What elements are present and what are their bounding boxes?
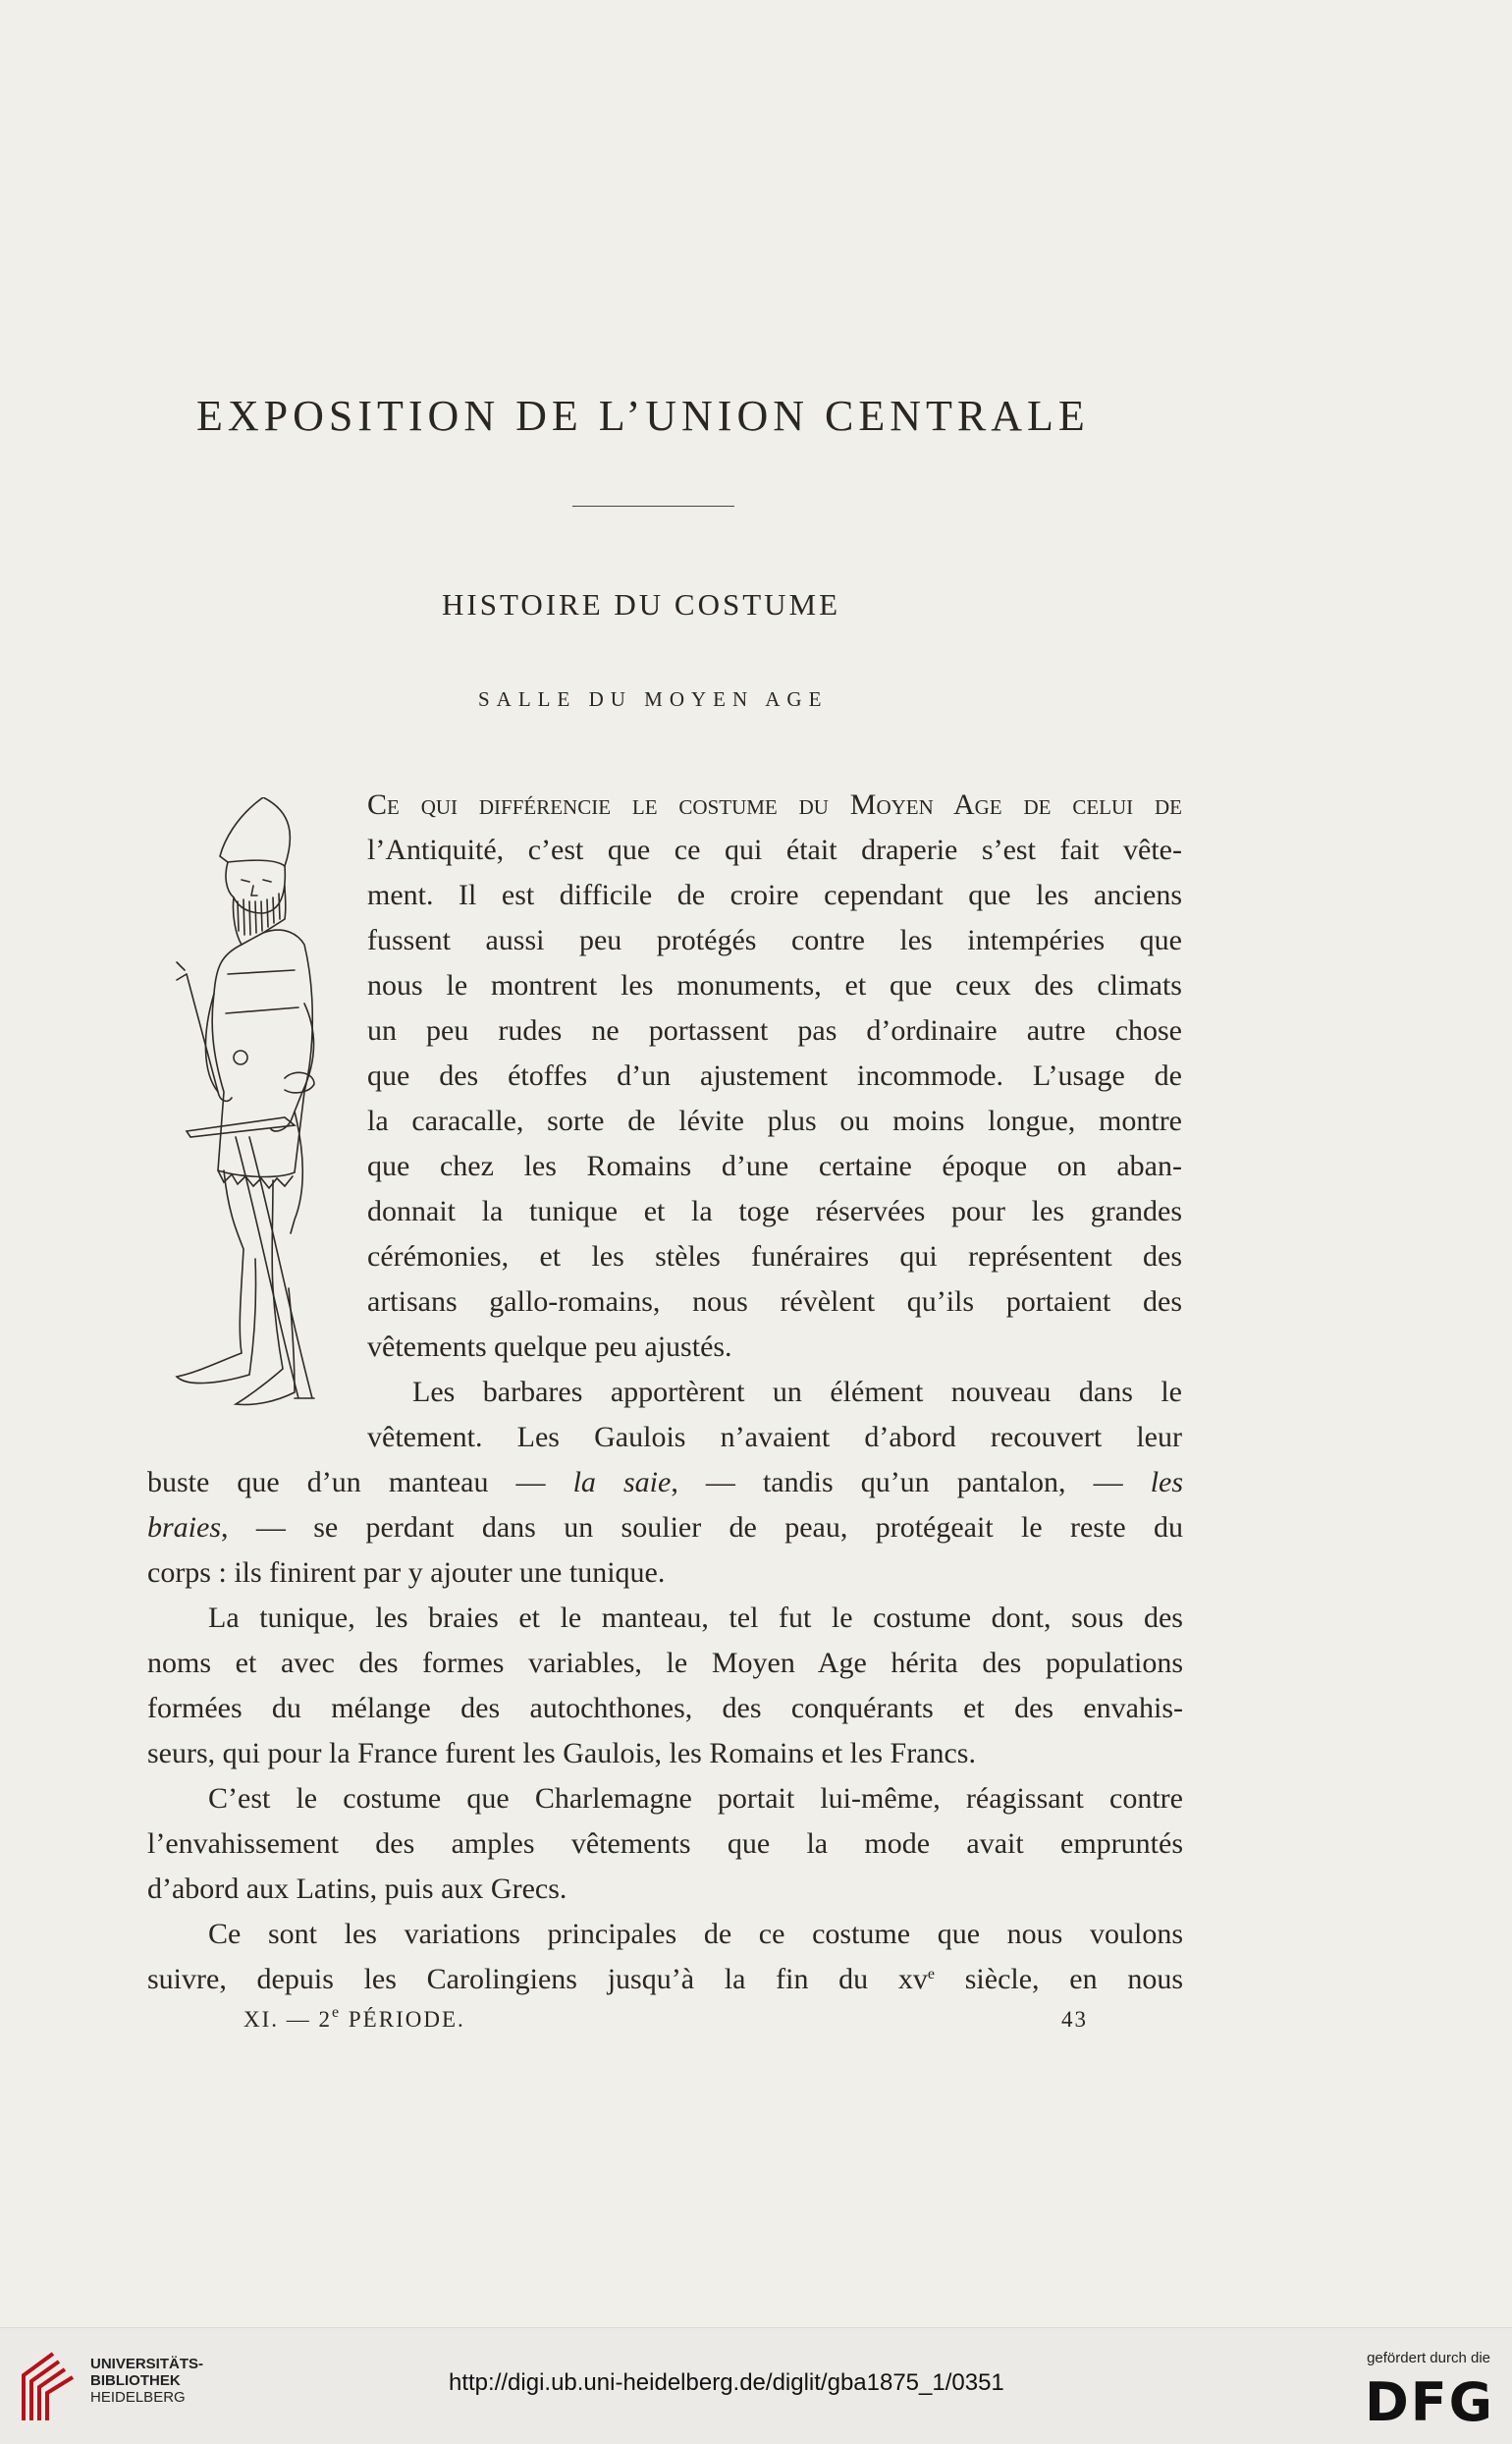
library-name: UNIVERSITÄTS- BIBLIOTHEK HEIDELBERG xyxy=(90,2356,204,2406)
text-line: fussent aussi peu protégés contre les intempéries que xyxy=(367,924,1182,956)
text-line: Les barbares apportèrent un élément nouveau dans le xyxy=(412,1376,1182,1408)
title-rule xyxy=(572,506,734,507)
text-line xyxy=(147,1960,1183,1999)
text-line: noms et avec des formes variables, le Moyen Age hérita des populations xyxy=(147,1647,1183,1679)
drop-cap: Ce qui différencie le costume du Moyen Age de celui de xyxy=(367,788,1182,821)
text-line: nous le montrent les monuments, et que ceux des climats xyxy=(367,969,1182,1002)
text-line: cérémonies, et les stèles funéraires qui représentent des xyxy=(367,1240,1182,1273)
page-footer xyxy=(243,2004,1088,2037)
text-line: donnait la tunique et la toge réservées pour les grandes xyxy=(367,1195,1182,1227)
text-line: l’Antiquité, c’est que ce qui était draperie s’est fait vête- xyxy=(367,834,1182,866)
library-banner xyxy=(0,2327,1512,2444)
text-line: C’est le costume que Charlemagne portait lui-même, réagissant contre xyxy=(208,1782,1183,1815)
text-line: d’abord aux Latins, puis aux Grecs. xyxy=(147,1873,567,1905)
text-fragment: siècle, en nous xyxy=(935,1963,1183,1995)
text-line: l’envahissement des amples vêtements que la mode avait empruntés xyxy=(147,1827,1183,1860)
text-line: vêtement. Les Gaulois n’avaient d’abord recouvert leur xyxy=(367,1421,1182,1453)
text-line: artisans gallo-romains, nous révèlent qu’ils portaient des xyxy=(367,1285,1182,1318)
section-heading: SALLE DU MOYEN AGE xyxy=(478,687,829,711)
text-line: braies, — se perdant dans un soulier de peau, protégeait le reste du xyxy=(147,1511,1183,1544)
page-number: 43 xyxy=(1061,2007,1088,2032)
superscript: e xyxy=(927,1966,936,1982)
text-line: corps : ils finirent par y ajouter une tunique. xyxy=(147,1556,666,1589)
dfg-logo[interactable]: DFG xyxy=(1364,2371,1494,2433)
text-line: La tunique, les braies et le manteau, tel fut le costume dont, sous des xyxy=(208,1602,1183,1634)
text-line: que des étoffes d’un ajustement incommode. L’usage de xyxy=(367,1059,1182,1092)
volume-label: XI. — 2e PÉRIODE. xyxy=(243,2004,465,2032)
text-line xyxy=(367,786,1182,825)
text-line: Ce sont les variations principales de ce costume que nous voulons xyxy=(208,1918,1183,1950)
medieval-knight-illustration xyxy=(147,797,344,1426)
university-library-logo-icon[interactable] xyxy=(14,2346,84,2426)
text-line: que chez les Romains d’une certaine époque on aban- xyxy=(367,1150,1182,1182)
permalink[interactable]: http://digi.ub.uni-heidelberg.de/diglit/gba1875_1/0351 xyxy=(449,2369,1004,2396)
text-fragment: suivre, depuis les Carolingiens jusqu’à la fin du xv xyxy=(147,1963,928,1995)
funded-by-label: gefördert durch die xyxy=(1367,2350,1490,2366)
text-line: ment. Il est difficile de croire cependant que les anciens xyxy=(367,879,1182,911)
text-line: seurs, qui pour la France furent les Gaulois, les Romains et les Francs. xyxy=(147,1737,976,1769)
text-line: vêtements quelque peu ajustés. xyxy=(367,1331,732,1363)
page-title: EXPOSITION DE L’UNION CENTRALE xyxy=(196,392,1090,440)
text-line: la caracalle, sorte de lévite plus ou moins longue, montre xyxy=(367,1105,1182,1137)
article-subtitle: HISTOIRE DU COSTUME xyxy=(442,587,841,622)
text-line: un peu rudes ne portassent pas d’ordinaire autre chose xyxy=(367,1014,1182,1047)
text-line: formées du mélange des autochthones, des conquérants et des envahis- xyxy=(147,1692,1183,1724)
text-line: buste que d’un manteau — la saie, — tandis qu’un pantalon, — les xyxy=(147,1466,1183,1498)
